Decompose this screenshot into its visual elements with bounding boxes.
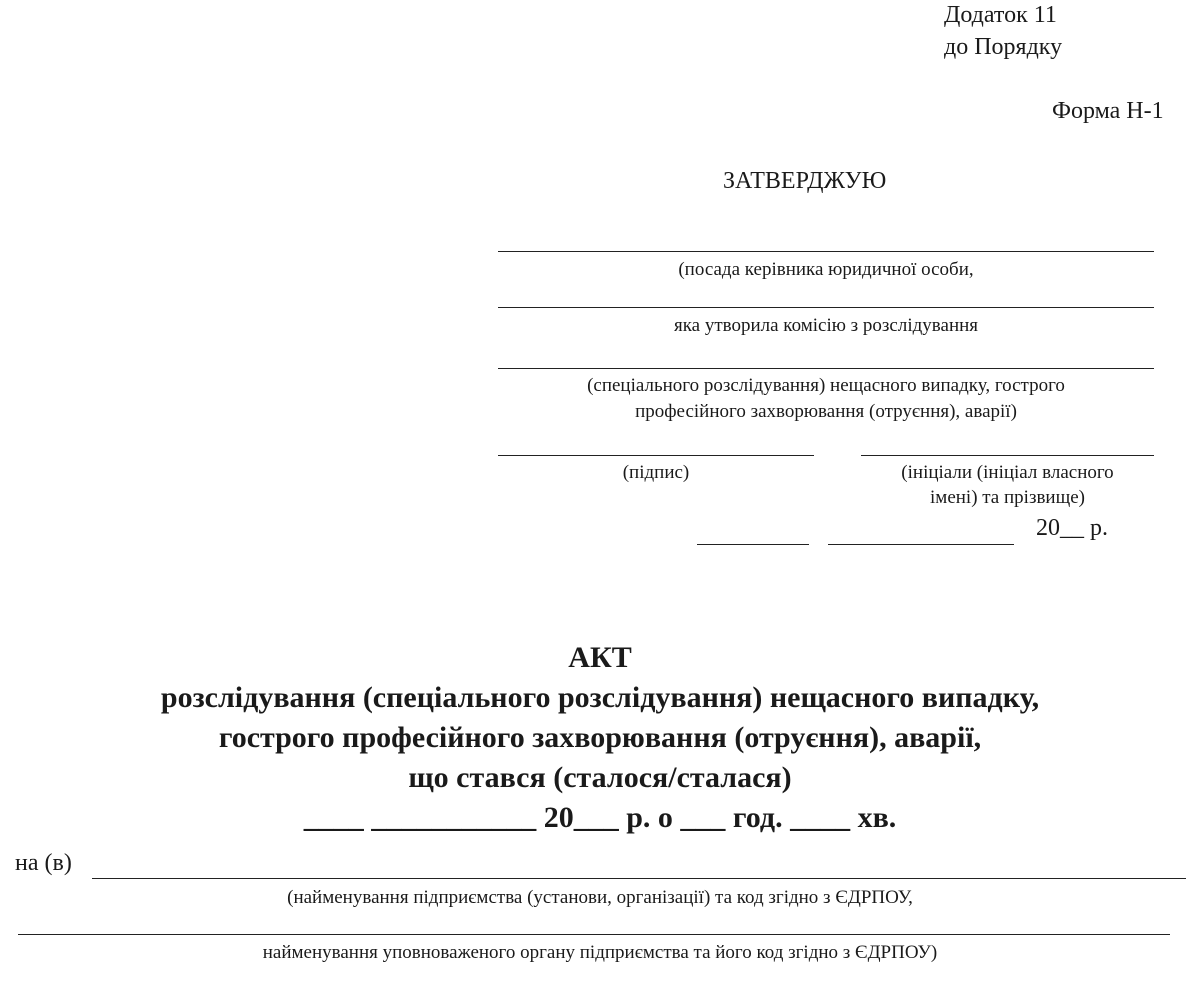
special-investigation-caption-line1: (спеціального розслідування) нещасного випадку, гострого <box>587 375 1065 396</box>
authorized-body-caption: найменування уповноваженого органу підприємства та його код згідно з ЄДРПОУ) <box>262 942 938 963</box>
enterprise-prefix: на (в) <box>15 850 72 876</box>
act-subtitle-line1: розслідування (спеціального розслідування) нещасного випадку, <box>160 681 1040 714</box>
form-label: Форма Н-1 <box>1052 98 1164 124</box>
commission-caption: яка утворила комісію з розслідування <box>673 315 979 336</box>
special-investigation-caption-line2: професійного захворювання (отруєння), аварії) <box>635 401 1017 422</box>
position-caption: (посада керівника юридичної особи, <box>678 259 974 280</box>
authorized-body-line <box>18 934 1170 935</box>
name-caption-line1: (ініціали (ініціал власного <box>901 462 1114 483</box>
date-day-line <box>697 544 809 545</box>
appendix-number: Додаток 11 <box>944 2 1057 28</box>
special-investigation-line <box>498 368 1154 369</box>
act-datetime-line: ____ ___________ 20___ р. о ___ год. ____ хв. <box>303 801 897 834</box>
name-line <box>861 455 1154 456</box>
position-line <box>498 251 1154 252</box>
signature-line <box>498 455 814 456</box>
approval-heading: ЗАТВЕРДЖУЮ <box>723 168 887 194</box>
appendix-reference: до Порядку <box>944 34 1063 60</box>
commission-line <box>498 307 1154 308</box>
act-subtitle-line2: гострого професійного захворювання (отруєння), аварії, <box>218 721 982 754</box>
enterprise-name-line <box>92 878 1186 879</box>
date-year: 20__ р. <box>1036 515 1108 541</box>
enterprise-caption: (найменування підприємства (установи, організації) та код згідно з ЄДРПОУ, <box>287 887 913 908</box>
signature-caption: (підпис) <box>622 462 690 483</box>
act-title: АКТ <box>568 641 632 674</box>
date-month-line <box>828 544 1014 545</box>
name-caption-line2: імені) та прізвище) <box>930 487 1085 508</box>
act-subtitle-line3: що стався (сталося/сталася) <box>408 761 792 794</box>
